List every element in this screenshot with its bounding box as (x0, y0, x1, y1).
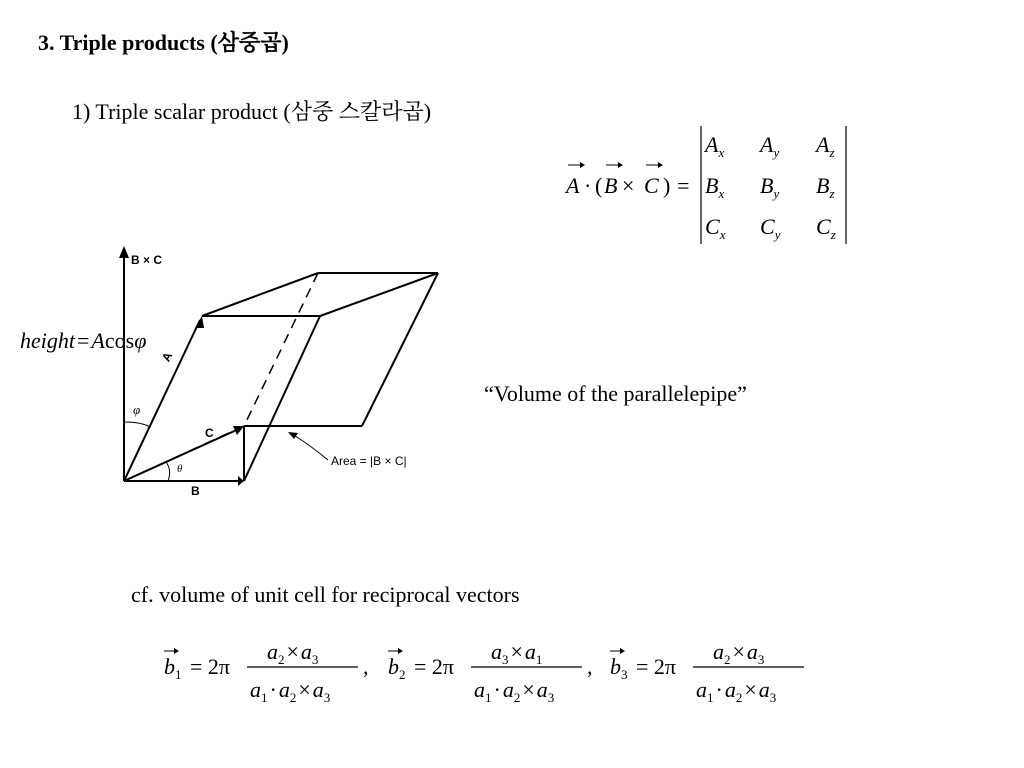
lhs-cross: × (622, 173, 635, 198)
svg-text:= 2π: = 2π (414, 654, 455, 679)
svg-text:,: , (363, 654, 369, 679)
determinant-lhs (564, 162, 689, 198)
svg-text:= 2π: = 2π (190, 654, 231, 679)
hidden-edges (124, 273, 318, 481)
cf-text: cf. volume of unit cell for reciprocal vectors (131, 582, 520, 607)
det-entry: $C_y$ (760, 214, 781, 242)
det-entry: $A_z$ (816, 132, 835, 160)
vector-a-arrowhead (195, 316, 204, 328)
reciprocal-formula-2 (388, 639, 593, 705)
reciprocal-formula-3 (610, 639, 804, 705)
svg-text:b1: $b_1$ (164, 654, 182, 682)
lhs-A: A (566, 173, 580, 198)
phi-arc (124, 422, 150, 427)
lhs-close-paren: ) (663, 173, 671, 198)
svg-text:= 2π: = 2π (636, 654, 677, 679)
vector-c-label: C (205, 426, 214, 440)
bxc-arrowhead (119, 246, 129, 258)
det-entry: $B_y$ (760, 173, 780, 201)
lhs-B: B (604, 173, 618, 198)
vector-c (124, 428, 241, 481)
det-entry: $B_z$ (816, 173, 835, 201)
determinant-equation (560, 120, 860, 250)
svg-text:a1·a2×a3: $a_1\cdot a_2\times a_3$ (474, 677, 555, 705)
svg-text:b2: $b_2$ (388, 654, 406, 682)
area-pointer-head (288, 432, 298, 439)
lhs-dot: · (584, 173, 592, 198)
theta-label: θ (177, 463, 183, 475)
reciprocal-formula-1 (164, 639, 369, 705)
det-entry: $A_y$ (760, 132, 780, 160)
lhs-equals: = (677, 173, 690, 198)
svg-text:a3×a1: $a_3\times a_1$ (491, 639, 543, 667)
svg-text:b3: $b_3$ (610, 654, 628, 682)
solid-edges (202, 273, 438, 481)
parallelepiped-figure (0, 240, 460, 510)
lhs-open-paren: ( (595, 173, 603, 198)
slide-title: 3. Triple products (삼중곱) (38, 30, 289, 55)
det-entry: $C_x$ (705, 214, 726, 242)
lhs-C: C (644, 173, 659, 198)
theta-arc (166, 462, 170, 481)
area-label: Area = |B × C| (331, 454, 407, 468)
section-subtitle: 1) Triple scalar product (삼중 스칼라곱) (72, 99, 432, 124)
phi-label: φ (133, 402, 141, 417)
det-entry: $C_z$ (816, 214, 836, 242)
height-formula: height=Acosφ (20, 328, 147, 353)
area-pointer (292, 434, 328, 460)
svg-text:a2×a3: $a_2\times a_3$ (267, 639, 319, 667)
volume-caption: “Volume of the parallelepipe” (484, 381, 747, 406)
det-entry: $B_x$ (705, 173, 725, 201)
bxc-label: B × C (131, 253, 163, 267)
svg-text:a1·a2×a3: $a_1\cdot a_2\times a_3$ (696, 677, 777, 705)
vector-b-label: B (191, 484, 200, 498)
svg-text:,: , (587, 654, 593, 679)
svg-text:a1·a2×a3: $a_1\cdot a_2\times a_3$ (250, 677, 331, 705)
svg-text:a2×a3: $a_2\times a_3$ (713, 639, 765, 667)
det-entry: $A_x$ (705, 132, 725, 160)
reciprocal-formulas (160, 628, 820, 708)
vector-a-label: A (158, 349, 176, 364)
